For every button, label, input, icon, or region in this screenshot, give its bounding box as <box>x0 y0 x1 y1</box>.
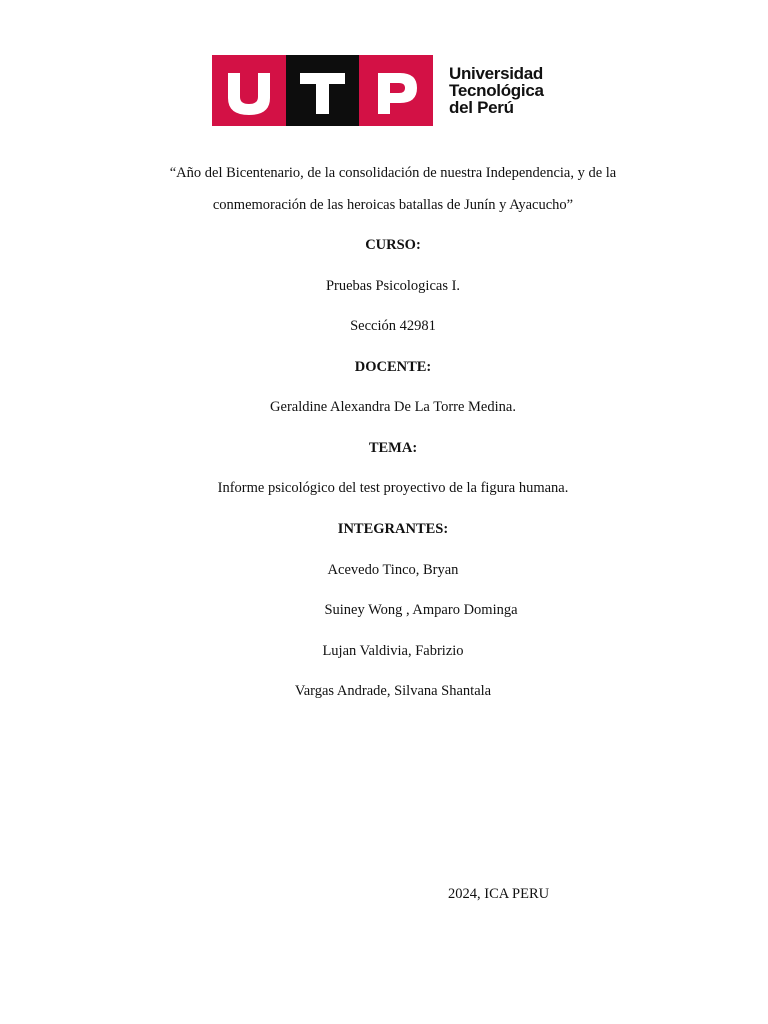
seccion: Sección 42981 <box>350 318 436 334</box>
integrantes-label: INTEGRANTES: <box>337 521 449 537</box>
docente-value: Geraldine Alexandra De La Torre Medina. <box>270 399 516 415</box>
tema-label: TEMA: <box>368 440 418 456</box>
integrante-item: Acevedo Tinco, Bryan <box>327 562 459 578</box>
letter-p-icon <box>359 55 433 126</box>
tema-value: Informe psicológico del test proyectivo de la figura humana. <box>217 480 569 496</box>
logo-block-p <box>359 55 433 126</box>
university-name <box>449 65 544 116</box>
logo-block-t <box>286 55 359 126</box>
letter-u-icon <box>212 55 286 126</box>
integrante-item: Suiney Wong , Amparo Dominga <box>324 602 518 618</box>
university-name-line: del Perú <box>449 98 514 117</box>
footer-year-location: 2024, ICA PERU <box>448 886 550 902</box>
docente-label: DOCENTE: <box>354 359 432 375</box>
motto-line-2: conmemoración de las heroicas batallas de Junín y Ayacucho” <box>212 197 574 213</box>
integrante-item: Vargas Andrade, Silvana Shantala <box>294 683 492 699</box>
motto-line-1: “Año del Bicentenario, de la consolidación de nuestra Independencia, y de la <box>169 165 617 181</box>
curso-label: CURSO: <box>365 237 421 253</box>
university-name-line: Tecnológica <box>449 81 544 100</box>
integrante-item: Lujan Valdivia, Fabrizio <box>322 643 464 659</box>
letter-t-icon <box>286 55 359 126</box>
logo-block-u <box>212 55 286 126</box>
university-name-line: Universidad <box>449 64 544 83</box>
curso-value: Pruebas Psicologicas I. <box>325 278 461 294</box>
